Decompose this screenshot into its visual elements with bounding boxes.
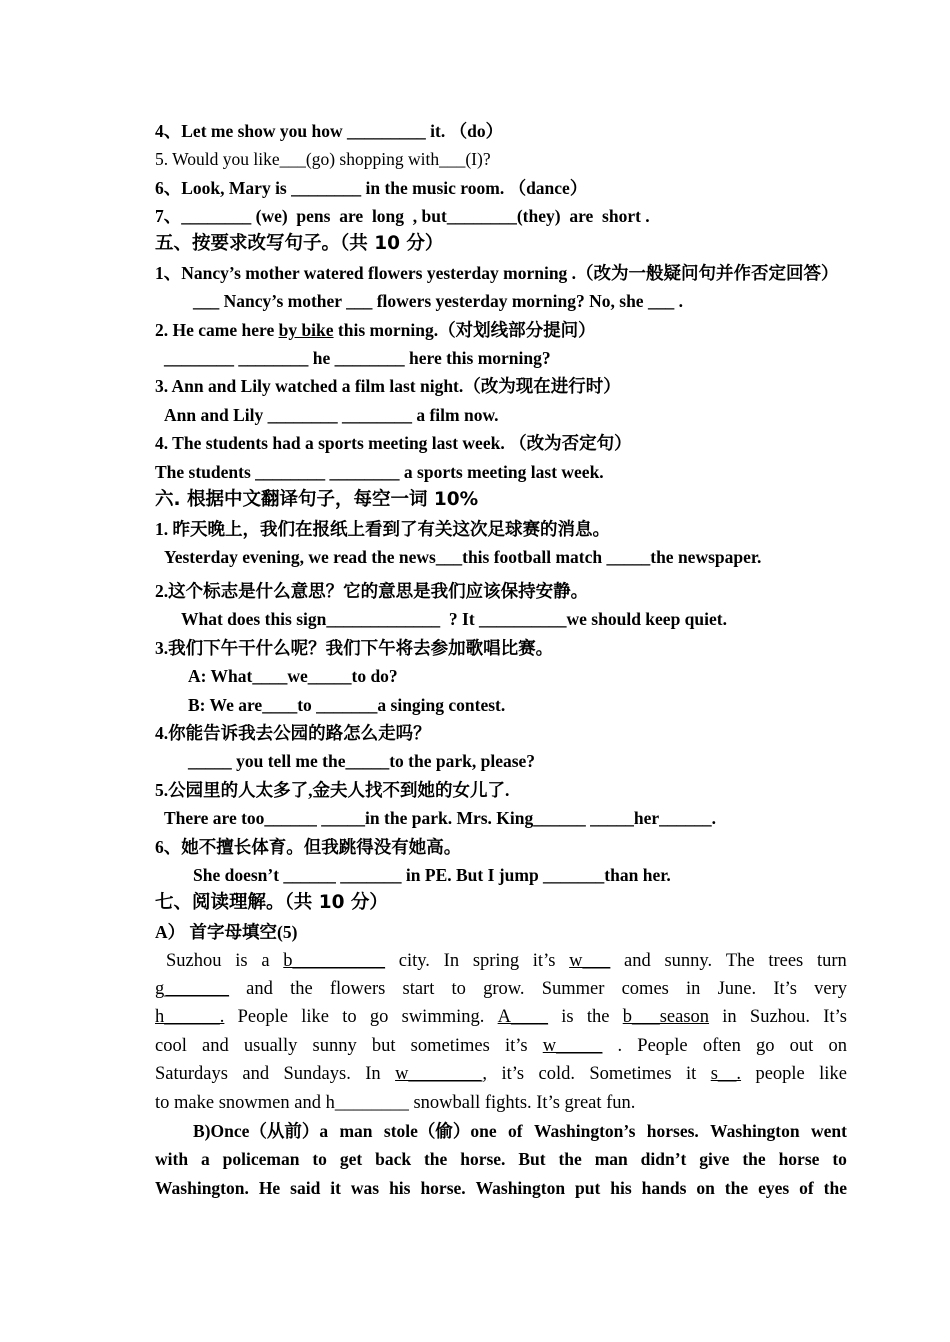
passage-word: Sundays. [283,1064,351,1084]
passage-word: man [339,1121,373,1141]
s5-answer-1: ___ Nancy’s mother ___ flowers yesterday morning? No, she ___ . [193,291,683,311]
passage-word: is [235,951,248,971]
exercise-item-4: 4、Let me show you how _________ it. （do） [155,121,504,141]
passage-word: eyes [758,1178,790,1198]
passage-word: didn’t [640,1149,687,1169]
passage-a-line-6: to make snowmen and h________ snowball fights. It’s great fun. [155,1093,636,1113]
passage-word: the [558,1149,582,1169]
passage-word: man [594,1149,628,1169]
passage-word: s__. [710,1064,742,1084]
passage-word: go [755,1036,775,1056]
passage-word: to [312,1149,327,1169]
exercise-item-6: 6、Look, Mary is ________ in the music room. （dance） [155,178,588,198]
passage-word: it [330,1178,341,1198]
passage-word: said [290,1178,321,1198]
s6-q2-chinese: 2.这个标志是什么意思？它的意思是我们应该保持安静。 [155,581,589,601]
passage-word: a [261,951,270,971]
section-6-heading: 六. 根据中文翻译句子，每空一词 10% [155,489,479,510]
passage-word: In [443,951,460,971]
passage-word: . [617,1036,623,1056]
passage-a-line-3 [155,1005,847,1029]
passage-word: it’s [532,951,556,971]
passage-word: Saturdays [155,1064,228,1084]
passage-word: to [832,1149,847,1169]
passage-word: June. [717,979,757,999]
passage-word: and [242,1064,270,1084]
passage-word: give [699,1149,730,1169]
s6-q4-chinese: 4.你能告诉我去公园的路怎么走吗？ [155,723,431,743]
passage-word: to [342,1007,357,1027]
passage-word: Summer [541,979,605,999]
passage-word: horses. [646,1121,699,1141]
passage-word: start [402,979,435,999]
passage-word: He [258,1178,281,1198]
passage-word: B)Once（从前）a [193,1121,329,1141]
passage-word: back [375,1149,412,1169]
passage-word: his [610,1178,632,1198]
section-7-heading: 七、阅读理解。（共 10 分） [155,892,388,913]
passage-word: w________, [395,1064,488,1084]
passage-word: Sometimes [589,1064,672,1084]
passage-b-line-1 [193,1119,847,1143]
passage-word: the [742,1149,766,1169]
passage-word: In [365,1064,381,1084]
passage-word: the [724,1178,749,1198]
s5-answer-4: The students ________ ________ a sports meeting last week. [155,462,604,482]
passage-word: and [624,951,651,971]
passage-word: went [810,1121,847,1141]
passage-word: the [290,979,313,999]
s6-q3-english-b: B: We are____to _______a singing contest. [188,695,506,715]
passage-word: But [518,1149,546,1169]
passage-word: h______. [155,1007,225,1027]
passage-word: swimming. [401,1007,485,1027]
passage-word: of [508,1121,523,1141]
passage-word: and [246,979,273,999]
passage-word: sometimes [410,1036,490,1056]
passage-word: the [423,1149,448,1169]
passage-word: of [799,1178,814,1198]
s5-question-2 [155,318,596,342]
passage-word: to [451,979,466,999]
s5-q2-pre: 2. He came here [155,320,279,340]
s6-q3-chinese: 3.我们下午干什么呢？我们下午将去参加歌唱比赛。 [155,638,554,658]
passage-word: A____ [497,1007,548,1027]
passage-word: put [575,1178,601,1198]
passage-word: People [237,1007,288,1027]
s5-question-3: 3. Ann and Lily watched a film last night.（改为现在进行时） [155,376,621,396]
passage-word: Washington [710,1121,800,1141]
passage-word: hands [641,1178,687,1198]
s6-q4-english: _____ you tell me the_____to the park, please? [188,751,536,771]
passage-word: get [339,1149,363,1169]
passage-word: like [819,1064,847,1084]
passage-word: comes [621,979,669,999]
passage-word: in [686,979,701,999]
s6-q6-english: She doesn’t ______ _______ in PE. But I jump _______than her. [193,865,671,885]
s5-question-4: 4. The students had a sports meeting last week. （改为否定句） [155,433,632,453]
s6-q6-chinese: 6、她不擅长体育。但我跳得没有她高。 [155,837,462,857]
passage-word: it’s [501,1064,525,1084]
passage-a-line-4 [155,1034,847,1058]
exercise-item-5: 5. Would you like___(go) shopping with___(I)? [155,149,491,169]
s6-q5-chinese: 5.公园里的人太多了,金夫人找不到她的女儿了. [155,780,510,800]
passage-word: the [823,1178,847,1198]
passage-word: a [200,1149,210,1169]
s6-q5-english: There are too______ _____in the park. Mrs. King______ _____her______. [164,808,717,828]
passage-word: It’s [773,979,797,999]
passage-word: like [301,1007,329,1027]
passage-word: it’s [504,1036,528,1056]
s7-part-a-label: A） 首字母填空(5) [155,922,298,942]
passage-word: on [696,1178,715,1198]
passage-word: w___ [569,951,611,971]
passage-word: out [789,1036,814,1056]
passage-word: his [389,1178,411,1198]
section-5-heading: 五、按要求改写句子。（共 10 分） [155,233,444,254]
passage-word: policeman [222,1149,300,1169]
passage-word: horse. [460,1149,506,1169]
passage-word: trees [768,951,804,971]
passage-word: usually [243,1036,298,1056]
passage-word: it [686,1064,697,1084]
s5-q2-underlined: by bike [278,320,334,340]
exercise-item-7: 7、________ (we) pens are long , but________(they) are short . [155,206,650,226]
s6-q3-english-a: A: What____we_____to do? [188,666,398,686]
passage-word: sunny. [664,951,713,971]
passage-word: Washington. [155,1178,249,1198]
passage-word: Suzhou [166,951,222,971]
passage-word: turn [817,951,847,971]
s6-q1-english: Yesterday evening, we read the news___this football match _____the newspaper. [164,547,762,567]
passage-word: Washington’s [533,1121,636,1141]
passage-word: w_____ [542,1036,603,1056]
passage-word: cool [155,1036,187,1056]
s5-question-1: 1、Nancy’s mother watered flowers yesterday morning .（改为一般疑问句并作否定回答） [155,263,839,283]
passage-a-line-1 [166,949,847,973]
passage-word: g_______ [155,979,229,999]
s6-q1-chinese: 1. 昨天晚上，我们在报纸上看到了有关这次足球赛的消息。 [155,519,610,539]
passage-word: and [202,1036,229,1056]
passage-word: often [702,1036,741,1056]
passage-a-line-5 [155,1062,847,1086]
passage-word: It’s [823,1007,847,1027]
passage-word: people [755,1064,805,1084]
s6-q2-english: What does this sign_____________ ? It __________we should keep quiet. [181,609,727,629]
passage-word: sunny [312,1036,357,1056]
passage-b-line-3 [155,1176,847,1200]
passage-word: very [814,979,847,999]
passage-word: city. [398,951,430,971]
passage-word: cold. [538,1064,575,1084]
passage-word: spring [472,951,520,971]
s5-answer-2: ________ ________ he ________ here this morning? [164,348,551,368]
passage-word: the [586,1007,610,1027]
passage-word: b__________ [283,951,386,971]
passage-word: b___season [622,1007,710,1027]
passage-word: People [637,1036,688,1056]
passage-word: is [561,1007,574,1027]
passage-word: Washington [475,1178,566,1198]
passage-word: flowers [329,979,386,999]
passage-a-line-2 [155,977,847,1001]
passage-word: on [828,1036,847,1056]
s5-q2-post: this morning.（对划线部分提问） [333,320,596,340]
passage-word: Suzhou. [749,1007,811,1027]
passage-word: horse. [420,1178,466,1198]
passage-word: with [155,1149,189,1169]
passage-b-line-2 [155,1147,847,1171]
passage-word: go [369,1007,389,1027]
passage-word: The [725,951,755,971]
s5-answer-3: Ann and Lily ________ ________ a film now. [164,405,499,425]
passage-word: grow. [483,979,525,999]
passage-word: stole（偷）one [383,1121,497,1141]
passage-word: but [371,1036,396,1056]
passage-word: horse [778,1149,820,1169]
passage-word: was [350,1178,380,1198]
passage-word: in [722,1007,737,1027]
